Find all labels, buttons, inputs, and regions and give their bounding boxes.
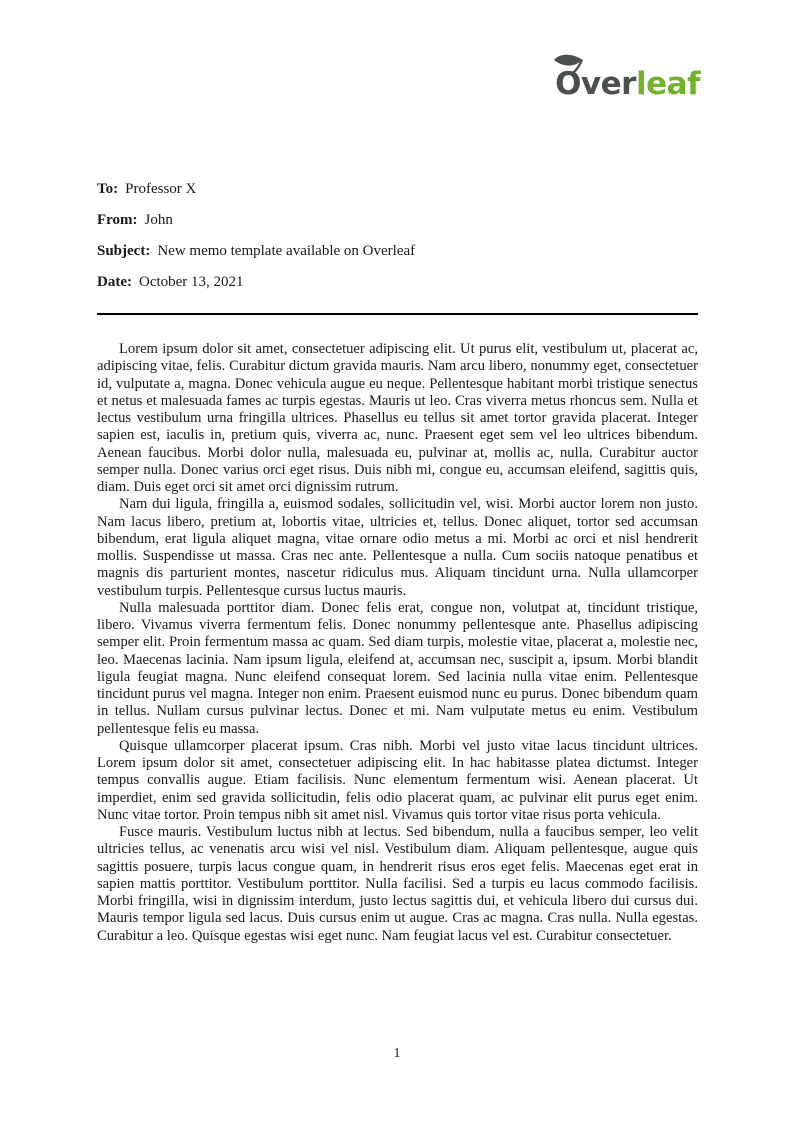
field-subject-value: New memo template available on Overleaf — [157, 243, 416, 259]
logo-text-over: Over — [555, 66, 636, 102]
field-to-value: Professor X — [125, 181, 197, 197]
page-number: 1 — [393, 1046, 401, 1061]
body-paragraph-4: Quisque ullamcorper placerat ipsum. Cras nibh. Morbi vel justo vitae lacus tincidunt ultrices. Lorem ipsum dolor sit amet, consectetuer adipiscing elit. In hac habitasse platea dictumst. Integer tempus convallis augue. Etiam facilisis. Nunc elementum fermentum wisi. Aenean placerat. Ut imperdiet, enim sed gravida sollicitudin, felis odio placerat quam, ac pulvinar elit purus eget enim. Nunc vitae tortor. Proin tempus nibh sit amet nisl. Vivamus quis tortor vitae risus porta vehicula. — [97, 737, 698, 823]
body-paragraph-5: Fusce mauris. Vestibulum luctus nibh at lectus. Sed bibendum, nulla a faucibus semper, leo velit ultricies tellus, ac venenatis arcu wisi vel nisl. Vestibulum diam. Aliquam pellentesque, augue quis sagittis posuere, turpis lacus congue quam, in hendrerit risus eros eget felis. Maecenas eget erat in sapien mattis porttitor. Vestibulum porttitor. Nulla facilisi. Sed a turpis eu lacus commodo facilisis. Morbi fringilla, wisi in dignissim interdum, justo lectus sagittis dui, et vehicula libero dui cursus dui. Mauris tempor ligula sed lacus. Duis cursus enim ut augue. Cras ac magna. Cras nulla. Nulla egestas. Curabitur a leo. Quisque egestas wisi eget nunc. Nam feugiat lacus vel est. Curabitur consectetuer. — [97, 824, 698, 944]
field-to-label: To: — [97, 181, 119, 197]
memo-body — [97, 341, 698, 945]
field-from — [97, 212, 698, 229]
field-subject — [97, 243, 698, 260]
field-to — [97, 181, 698, 198]
header-rule — [97, 313, 698, 315]
body-paragraph-3: Nulla malesuada porttitor diam. Donec felis erat, congue non, volutpat at, tincidunt tristique, libero. Vivamus viverra fermentum felis. Donec nonummy pellentesque ante. Phasellus adipiscing semper elit. Proin fermentum massa ac quam. Sed diam turpis, molestie vitae, placerat a, molestie nec, leo. Maecenas lacinia. Nam ipsum ligula, eleifend at, accumsan nec, suscipit a, ipsum. Morbi blandit ligula feugiat magna. Nunc eleifend consequat lorem. Sed lacinia nulla vitae enim. Pellentesque tincidunt purus vel magna. Integer non enim. Praesent euismod nunc eu purus. Donec bibendum quam in tellus. Nullam cursus pulvinar lectus. Donec et mi. Nam vulputate metus eu enim. Vestibulum pellentesque felis eu massa. — [97, 599, 698, 737]
leaf-icon — [552, 54, 585, 75]
field-date-label: Date: — [97, 274, 132, 290]
logo-text-leaf: leaf — [635, 66, 700, 102]
memo-header — [97, 181, 698, 305]
body-paragraph-1: Lorem ipsum dolor sit amet, consectetuer adipiscing elit. Ut purus elit, vestibulum ut, placerat ac, adipiscing vitae, felis. Curabitur dictum gravida mauris. Nam arcu libero, nonummy eget, consectetuer id, vulputate a, magna. Donec vehicula augue eu neque. Pellentesque habitant morbi tristique senectus et netus et malesuada fames ac turpis egestas. Mauris ut leo. Cras viverra metus rhoncus sem. Nulla et lectus vestibulum urna fringilla ultrices. Phasellus eu tellus sit amet tortor gravida placerat. Integer sapien est, iaculis in, pretium quis, viverra ac, nunc. Praesent eget sem vel leo ultrices bibendum. Aenean faucibus. Morbi dolor nulla, malesuada eu, pulvinar at, mollis ac, nulla. Curabitur auctor semper nulla. Donec varius orci eget risus. Duis nibh mi, congue eu, accumsan eleifend, sagittis quis, diam. Duis eget orci sit amet orci dignissim rutrum. — [97, 341, 698, 495]
overleaf-logo — [555, 66, 700, 102]
field-subject-label: Subject: — [97, 243, 151, 259]
field-date-value: October 13, 2021 — [138, 274, 244, 290]
field-from-label: From: — [97, 212, 138, 228]
field-from-value: John — [144, 212, 173, 228]
field-date — [97, 274, 698, 291]
body-paragraph-2: Nam dui ligula, fringilla a, euismod sodales, sollicitudin vel, wisi. Morbi auctor lorem non justo. Nam lacus libero, pretium at, lobortis vitae, ultricies et, tellus. Donec aliquet, tortor sed accumsan bibendum, erat ligula aliquet magna, vitae ornare odio metus a mi. Morbi ac orci et nisl hendrerit mollis. Suspendisse ut massa. Cras nec ante. Pellentesque a nulla. Cum sociis natoque penatibus et magnis dis parturient montes, nascetur ridiculus mus. Aliquam tincidunt urna. Nulla ullamcorper vestibulum turpis. Pellentesque cursus luctus mauris. — [97, 496, 698, 599]
